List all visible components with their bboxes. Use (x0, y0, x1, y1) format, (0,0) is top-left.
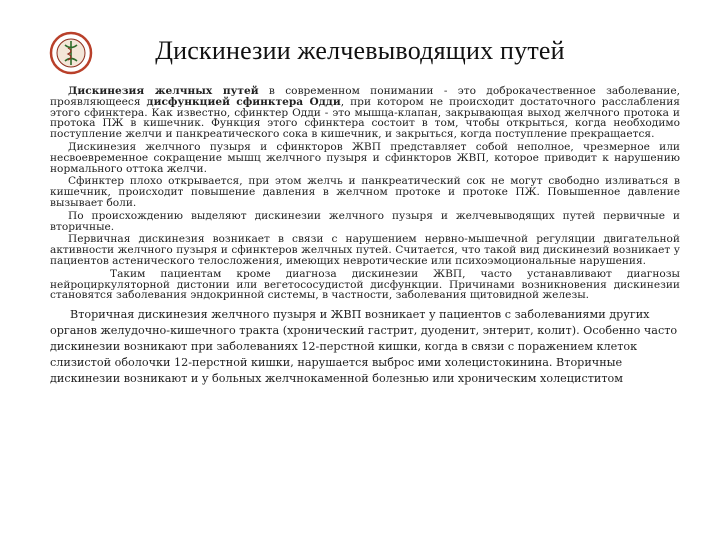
paragraph-7: Вторичная дискинезия желчного пузыря и ЖВП возникает у пациентов с заболеваниями других органов желудочно-кишечного тракта (хронический гастрит, дуоденит, энтерит, колит). Особенно часто дискинезии возникают при заболеваниях 12-перстной кишки, когда в связи с поражением клеток слизистой оболочки 12-перстной кишки, нарушается выброс ими холецистокинина. Вторичные дискинезии возникают и у больных желчнокаменной болезнью или хроническим холециститом (50, 308, 678, 386)
paragraph-6: Таким пациентам кроме диагноза дискинезии ЖВП, часто устанавливают диагнозы нейроциркуляторной дистонии или вегетососудистой дисфункции. Причинами возникновения дискинезии становятся заболевания эндокринной системы, в частности, заболевания щитовидной железы. (50, 267, 680, 302)
paragraph-1-text-a: в современном понимании - это доброкачественное заболевание, проявляющееся (50, 85, 680, 108)
paragraph-2: Дискинезия желчного пузыря и сфинкторов ЖВП представляет собой неполное, чрезмерное или несвоевременное сокращение мышц желчного пузыря и сфинкторов ЖВП, которое приводит к нарушению нормального оттока желчи. (50, 140, 680, 175)
slide-title: Дискинезии желчевыводящих путей (155, 36, 565, 65)
paragraph-1-text-b: , при котором не происходит достаточного расслабления этого сфинктера. Как известно, сфинктер Одди - это мышца-клапан, закрывающая выход желчного протока и протока ПЖ в кишечник. Функция этого сфинктера состоит в том, чтобы открыться, когда необходимо поступление желчи и панкреатического сока в кишечник, и закрыться, когда поступление прекращается. (50, 95, 680, 141)
paragraph-5: Первичная дискинезия возникает в связи с нарушением нервно-мышечной регуляции двигательной активности желчного пузыря и сфинктеров желчных путей. Считается, что такой вид дискинезий возникает у пациентов астенического телосложения, имеющих невротические или психоэмоциональные нарушения. (50, 233, 680, 267)
paragraph-3: Сфинктер плохо открывается, при этом желчь и панкреатический сок не могут свободно изливаться в кишечник, происходит повышение давления в желчном протоке и протоке ПЖ. Повышенное давление вызывает боли. (50, 175, 680, 209)
paragraph-4: По происхождению выделяют дискинезии желчного пузыря и желчевыводящих путей первичные и вторичные. (50, 209, 680, 233)
term-oddi-dysfunction: дисфункцией сфинктера Одди (146, 95, 341, 108)
paragraph-1 (50, 86, 680, 140)
slide-body (50, 86, 680, 389)
term-dyskinesia: Дискинезия желчных путей (68, 85, 259, 97)
